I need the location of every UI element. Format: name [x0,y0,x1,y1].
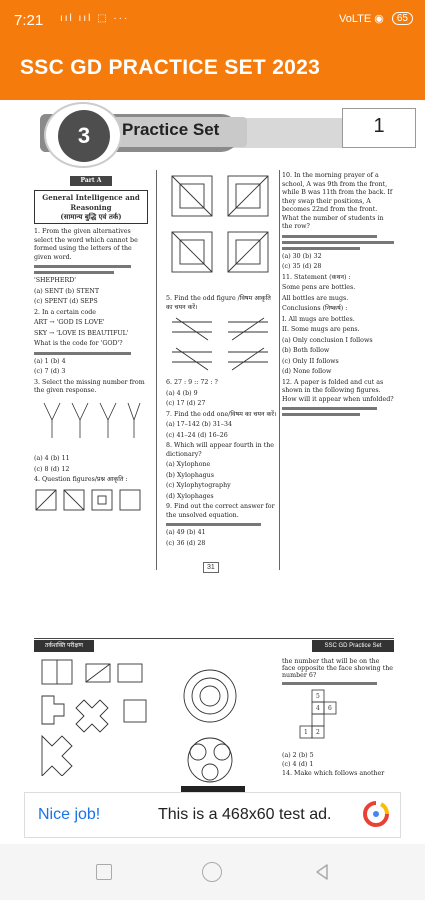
question-option: (a) Only conclusion I follows [282,336,373,344]
back-icon[interactable] [312,862,332,882]
text-line [34,271,114,274]
battery-icon: 65 [392,12,413,25]
question-option: (c) 4 (d) 1 [282,761,314,768]
section-title-box [34,190,148,224]
page2-top-rule [34,638,394,639]
ad-choices-icon[interactable] [362,800,390,828]
question-text: I. All mugs are bottles. [282,315,355,323]
question-text: Conclusions (निष्कर्ष) : [282,305,348,312]
cube-net-figures [34,656,152,776]
question-text: ART → 'GOD IS LOVE' [34,319,105,327]
page2-right-tag: SSC GD Practice Set [312,640,394,652]
question-text: 6. 27 : 9 :: 72 : ? [166,379,218,387]
question-text: 'SHEPHERD' [34,277,76,285]
question-option: (c) Xylophytography [166,482,231,490]
question-text: All bottles are mugs. [282,294,349,302]
question-text: Some pens are bottles. [282,284,356,291]
question-text: 1. From the given alternatives select the word which cannot be formed using the letters of the given word. [34,228,138,261]
page-number: 1 [373,115,385,137]
column-divider [279,170,280,570]
question-option: (c) Only II follows [282,357,339,365]
svg-text:6: 6 [328,705,332,712]
question-text: 11. Statement (कथन) : [282,273,351,281]
question-text: 5. Find the odd figure /विषम आकृति का चयन करें। [166,295,271,311]
ad-nice-text[interactable]: Nice job! [38,806,101,823]
question-option: (b) Both follow [282,347,330,354]
set-number-badge: 3 [58,110,110,162]
question-text: 14. Make which follows another [282,770,385,777]
home-icon[interactable] [202,862,222,882]
question-text: the number that will be on the face opposite the face showing the number 6? [282,658,394,679]
text-line [34,352,131,355]
network-icon: VoLTE ◉ [339,13,384,25]
question-option: (c) SPENT (d) SEPS [34,298,98,306]
status-time: 7:21 [14,12,44,29]
text-line [282,247,360,250]
recent-apps-icon[interactable] [96,864,112,880]
question-text: 3. Select the missing number from the given response. [34,378,145,395]
set-title: Practice Set [122,120,220,139]
svg-text:5: 5 [316,693,320,700]
column-1 [34,170,148,516]
question-text: 7. Find the odd one/विषम का चयन करें। [166,410,277,418]
page2-column-1 [34,656,152,778]
question-figures [34,487,148,513]
question-option: (c) 7 (d) 3 [34,368,66,376]
number-tree-figure [34,398,144,450]
status-right-icons [339,12,413,25]
footer-page-number: 31 [203,562,219,573]
question-text: 9. Find out the correct answer for the unsolved equation. [166,503,275,519]
question-text: 12. A paper is folded and cut as shown in the following figures. How will it appear when unfolded? [282,378,394,403]
text-line [282,413,360,416]
question-text: 2. In a certain code [34,308,97,316]
question-option: (c) 36 (d) 28 [166,539,206,547]
concentric-circles-figures [166,656,278,786]
column-3 [282,170,394,419]
question-option: (c) 8 (d) 12 [34,465,70,473]
question-option: (a) 30 (b) 32 [282,252,322,260]
question-option: (a) 1 (b) 4 [34,357,66,365]
question-option: (c) 35 (d) 28 [282,263,322,270]
signal-icons: ııl ııl ⬚ ··· [60,13,130,24]
question-text: 10. In the morning prayer of a school, A was 9th from the front, while B was 11th from the back. If they swap their positions, A becomes 22nd from the front. What the number of students in the row? [282,172,393,230]
page2-left-tag: तर्कशक्ति परीक्षण [34,640,94,652]
status-bar [0,0,425,44]
pdf-page-viewer[interactable] [0,100,425,786]
question-option: (b) Xylophagus [166,471,214,479]
dice-net-figure [282,688,394,748]
page2-column-2 [166,656,278,786]
text-line [282,682,377,685]
page2-column-3 [282,656,394,779]
section-subtitle: (सामान्य बुद्धि एवं तर्क) [60,211,122,221]
svg-text:1: 1 [304,729,308,736]
text-line [282,407,377,410]
app-title: SSC GD PRACTICE SET 2023 [20,56,321,79]
odd-figure-options-2 [166,314,278,374]
question-text: II. Some mugs are pens. [282,326,360,333]
text-line [282,241,394,244]
question-text: 8. Which will appear fourth in the dictionary? [166,442,275,458]
question-text: What is the code for 'GOD'? [34,340,123,348]
part-label: Part A [70,176,112,186]
question-option: (d) None follow [282,368,332,375]
svg-text:4: 4 [316,705,320,712]
question-option: (d) Xylophages [166,492,214,500]
odd-figure-options [166,170,278,290]
question-text: 4. Question figures/प्रश्न आकृति : [34,476,128,483]
column-2 [166,170,278,550]
question-option: (c) 41–24 (d) 16–26 [166,431,228,439]
column-divider [156,170,157,570]
question-text: SKY → 'LOVE IS BEAUTIFUL' [34,329,129,337]
svg-text:2: 2 [316,729,320,736]
question-option: (a) SENT (b) STENT [34,287,100,295]
question-option: (c) 17 (d) 27 [166,400,206,408]
question-option: (a) 49 (b) 41 [166,529,206,537]
question-option: (a) 2 (b) 5 [282,752,314,759]
question-option: (a) 17–142 (b) 31–34 [166,421,232,429]
text-line [34,265,131,268]
question-option: (a) 4 (b) 11 [34,455,70,462]
text-line [282,235,377,238]
text-line [166,523,261,526]
section-title: General Intelligence and Reasoning [42,193,140,212]
question-option: (a) Xylophone [166,461,211,469]
ad-body-text[interactable]: This is a 468x60 test ad. [158,806,332,823]
app-bar [0,44,425,100]
question-option: (a) 4 (b) 9 [166,389,198,397]
